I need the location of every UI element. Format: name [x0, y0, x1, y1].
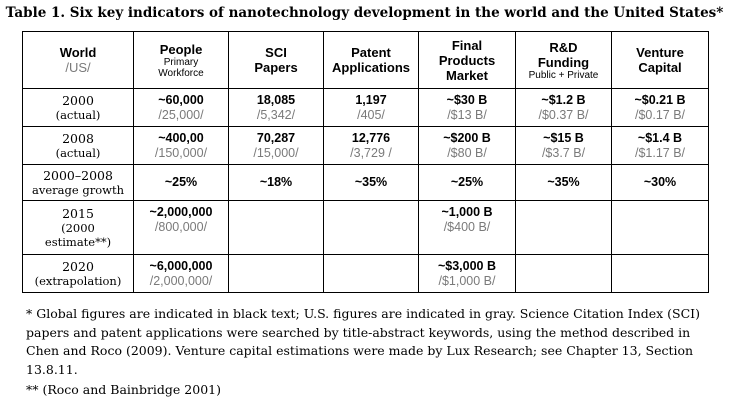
header-people-sub2: Workforce [158, 67, 204, 79]
cell-rd [516, 165, 612, 201]
cell-final [419, 127, 516, 165]
world-value: ~35% [547, 175, 580, 189]
world-value: ~$0.21 B [634, 92, 686, 107]
us-value: /15,000/ [253, 145, 299, 160]
world-value: ~6,000,000 [149, 258, 213, 273]
header-people-sub1: Primary [163, 56, 199, 68]
row-label [23, 201, 134, 255]
us-value: /$0.17 B/ [634, 107, 686, 122]
cell-people [134, 201, 229, 255]
us-value: /$80 B/ [447, 145, 487, 160]
row-label-sub: (2000 [61, 221, 95, 235]
us-value: /800,000/ [154, 220, 208, 234]
us-value: /$13 B/ [447, 107, 487, 122]
row-label [23, 165, 134, 201]
cell-patent [324, 255, 419, 293]
cell-vc [612, 89, 709, 127]
cell-vc [612, 127, 709, 165]
cell-patent [324, 201, 419, 255]
header-world-label: World [59, 45, 97, 60]
header-vc-label1: Venture [636, 45, 684, 60]
header-vc-label2: Capital [638, 60, 682, 75]
world-value: ~$1.4 B [637, 130, 683, 145]
header-sci-label2: Papers [254, 60, 298, 75]
row-label-year: 2015 [62, 206, 94, 221]
table-row [23, 201, 709, 255]
world-value: ~2,000,000 [149, 205, 213, 219]
footnote-2: ** (Roco and Bainbridge 2001) [26, 382, 221, 397]
us-value: /25,000/ [158, 107, 204, 122]
cell-final [419, 165, 516, 201]
cell-rd [516, 255, 612, 293]
header-us-label: /US/ [65, 60, 91, 75]
row-label-year: 2000–2008 [43, 168, 113, 183]
cell-sci [229, 127, 324, 165]
row-label-sub: (actual) [55, 108, 101, 122]
world-value: ~25% [164, 175, 198, 189]
footnotes [26, 305, 716, 400]
world-value: 18,085 [256, 92, 296, 107]
header-rd-label2: Funding [537, 54, 590, 70]
row-label [23, 255, 134, 293]
header-rd [516, 32, 612, 89]
row-label-sub2: estimate**) [44, 235, 112, 249]
cell-final [419, 89, 516, 127]
cell-vc [612, 255, 709, 293]
cell-final [419, 201, 516, 255]
footnote-1: * Global figures are indicated in black text; U.S. figures are indicated in gray. Science Citation Index (SCI) papers and patent applications were searched by title-abstract keywords, using the method described in Chen and Roco (2009). Venture capital estimations were made by Lux Research; see Chapter 13, Section 13.8.11. [26, 306, 700, 377]
world-value: ~18% [259, 175, 293, 189]
cell-sci [229, 89, 324, 127]
header-patent [324, 32, 419, 89]
header-sci-label1: SCI [265, 45, 287, 60]
us-value: /$1,000 B/ [438, 273, 496, 288]
world-value: ~35% [354, 175, 388, 189]
us-value: /150,000/ [154, 145, 208, 160]
indicators-table [22, 31, 709, 293]
world-value: ~$30 B [446, 92, 488, 107]
world-value: ~$1.2 B [541, 92, 586, 107]
cell-people [134, 255, 229, 293]
world-value: ~30% [643, 175, 677, 189]
row-label [23, 89, 134, 127]
us-value: /5,342/ [256, 107, 296, 122]
cell-sci [229, 201, 324, 255]
row-label-year: 2000 [62, 93, 94, 108]
cell-rd [516, 201, 612, 255]
row-label-sub: average growth [32, 183, 124, 197]
table-row [23, 255, 709, 293]
table-title: Table 1. Six key indicators of nanotechnology development in the world and the United States* [5, 5, 724, 21]
world-value: 70,287 [256, 130, 296, 145]
row-label [23, 127, 134, 165]
header-final-label2: Products [438, 52, 496, 68]
header-vc [612, 32, 709, 89]
header-people [134, 32, 229, 89]
cell-patent [324, 89, 419, 127]
header-patent-label1: Patent [351, 45, 391, 60]
header-final [419, 32, 516, 89]
header-world [23, 32, 134, 89]
us-value: /$1.17 B/ [634, 145, 686, 160]
us-value: /405/ [357, 107, 385, 122]
header-final-label1: Final [451, 37, 483, 53]
cell-people [134, 127, 229, 165]
table-row [23, 165, 709, 201]
world-value: 1,197 [355, 92, 387, 107]
header-sci [229, 32, 324, 89]
header-row [23, 32, 709, 89]
us-value: /3,729 / [350, 145, 392, 160]
world-value: ~$15 B [543, 130, 584, 145]
us-value: /$400 B/ [443, 220, 491, 234]
cell-patent [324, 127, 419, 165]
header-rd-label1: R&D [549, 39, 578, 55]
table-row [23, 89, 709, 127]
world-value: ~25% [450, 175, 484, 189]
table-row [23, 127, 709, 165]
cell-sci [229, 255, 324, 293]
world-value: ~$200 B [443, 130, 491, 145]
cell-vc [612, 165, 709, 201]
cell-sci [229, 165, 324, 201]
cell-rd [516, 89, 612, 127]
cell-final [419, 255, 516, 293]
cell-people [134, 165, 229, 201]
row-label-year: 2020 [62, 259, 94, 274]
header-people-label: People [159, 41, 203, 57]
world-value: ~1,000 B [441, 205, 493, 219]
row-label-sub: (actual) [55, 146, 101, 160]
us-value: /2,000,000/ [149, 273, 213, 288]
header-rd-sub: Public + Private [528, 69, 599, 81]
cell-patent [324, 165, 419, 201]
us-value: /$3.7 B/ [541, 145, 586, 160]
us-value: /$0.37 B/ [538, 107, 589, 122]
world-value: ~60,000 [158, 92, 204, 107]
row-label-sub: (extrapolation) [34, 274, 122, 288]
row-label-year: 2008 [62, 131, 94, 146]
cell-people [134, 89, 229, 127]
cell-vc [612, 201, 709, 255]
header-patent-label2: Applications [331, 60, 410, 75]
cell-rd [516, 127, 612, 165]
world-value: ~400,00 [158, 130, 204, 145]
world-value: 12,776 [351, 130, 391, 145]
header-final-label3: Market [446, 67, 488, 83]
world-value: ~$3,000 B [437, 258, 497, 273]
